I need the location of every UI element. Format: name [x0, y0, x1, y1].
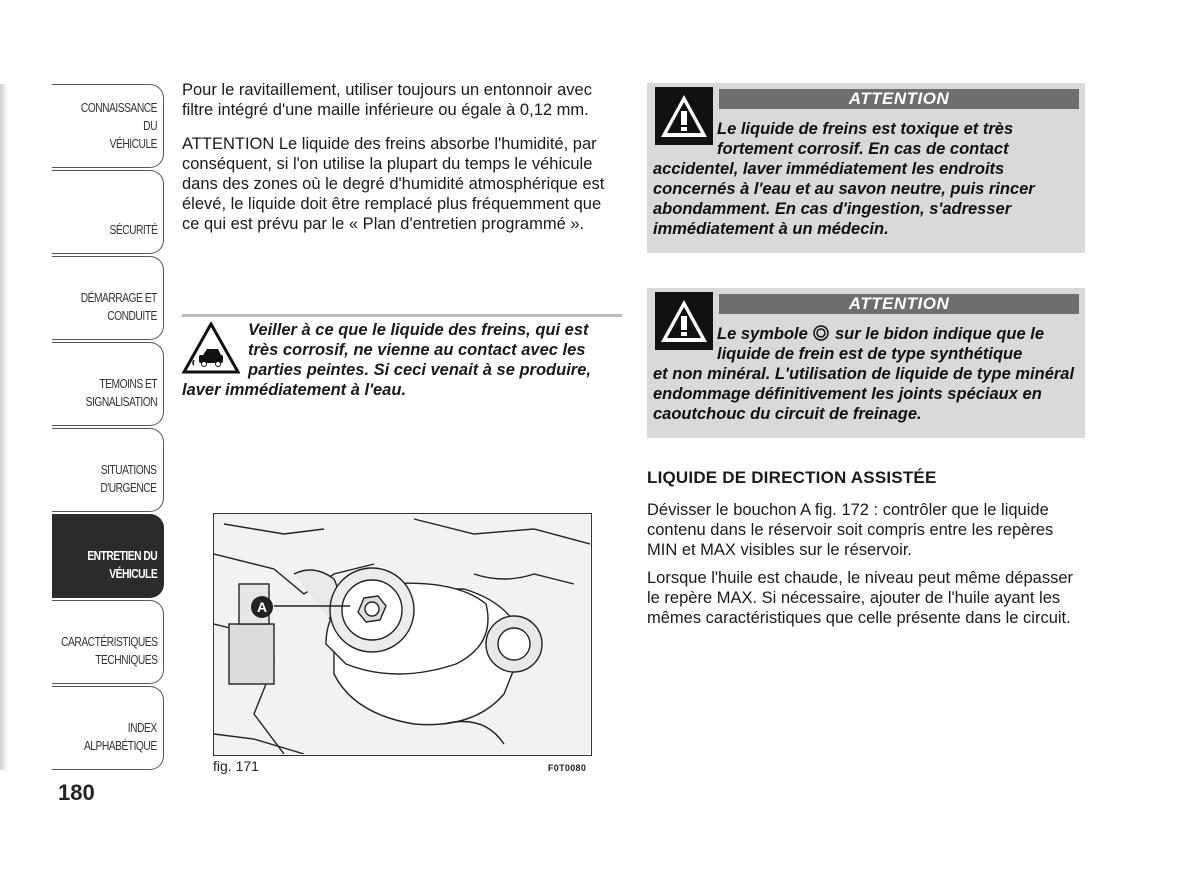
tab-temoins[interactable]	[52, 342, 164, 426]
paragraph-filter: Pour le ravitaillement, utiliser toujours un entonnoir avec filtre intégré d'une maille inférieure ou égale à 0,12 mm.	[182, 81, 592, 119]
tab-demarrage[interactable]	[52, 256, 164, 340]
attention-text-a2: sur le bidon indique que le liquide de frein est de type synthétique	[717, 325, 1044, 363]
attention-title: ATTENTION	[719, 294, 1079, 314]
tab-label: TEMOINS ET SIGNALISATION	[85, 377, 157, 409]
tab-label: CONNAISSANCE DU VÉHICULE	[80, 101, 157, 151]
right-column	[647, 500, 1087, 636]
tab-label: INDEX ALPHABÉTIQUE	[84, 721, 157, 753]
attention-text-a: Le liquide de freins est toxique et très fortement corrosif. En cas de contact	[717, 120, 1014, 158]
paragraph-humidity: ATTENTION Le liquide des freins absorbe l'humidité, par conséquent, si l'on utilise la plupart du temps le véhicule dans des zones où le degré d'humidité atmosphérique est élevé, le liquide doit être remplacé plus fréquemment que ce qui est prévu par le « Plan d'entretien programmé ».	[182, 135, 605, 233]
tab-label: SÉCURITÉ	[109, 223, 157, 237]
brake-reservoir-figure	[213, 513, 592, 756]
figure-caption: fig. 171	[213, 758, 259, 774]
page-number: 180	[58, 780, 95, 805]
paint-warning	[182, 320, 622, 400]
attention-box-toxic	[647, 83, 1085, 253]
tab-entretien[interactable]	[52, 514, 164, 598]
callout-a: A	[256, 599, 268, 615]
paragraph-check-level: Dévisser le bouchon A fig. 172 : contrôler que le liquide contenu dans le réservoir soit compris entre les repères MIN et MAX visibles sur le réservoir.	[647, 501, 1054, 559]
tab-label: DÉMARRAGE ET CONDUITE	[80, 291, 157, 323]
tab-label: CARACTÉRISTIQUES TECHNIQUES	[60, 635, 157, 667]
warning-triangle-icon	[655, 87, 713, 145]
sidebar-shadow	[0, 84, 8, 770]
tab-label: ENTRETIEN DU VÉHICULE	[87, 549, 157, 581]
section-rule	[182, 314, 622, 317]
tab-caracteristiques[interactable]	[52, 600, 164, 684]
attention-text	[653, 87, 1079, 239]
section-heading: LIQUIDE DE DIRECTION ASSISTÉE	[647, 468, 937, 487]
figure-code: F0T0080	[548, 763, 587, 773]
tab-connaissance[interactable]	[52, 84, 164, 168]
paint-warning-text: Veiller à ce que le liquide des freins, qui est très corrosif, ne vienne au contact avec les parties peintes. Si ceci venait à se produire, laver immédiatement à l'eau.	[182, 321, 591, 399]
tab-label: SITUATIONS D'URGENCE	[100, 463, 157, 495]
attention-box-synthetic	[647, 288, 1085, 438]
left-column	[182, 80, 622, 248]
attention-text-a	[653, 324, 1079, 364]
attention-text-b: et non minéral. L'utilisation de liquide de type minéral endommage définitivement les joints spéciaux en caoutchouc du circuit de freinage.	[653, 365, 1075, 423]
attention-text-a1: Le symbole	[717, 325, 808, 343]
tab-index[interactable]	[52, 686, 164, 770]
tab-situations[interactable]	[52, 428, 164, 512]
warning-triangle-icon	[655, 292, 713, 350]
car-warning-icon	[182, 322, 240, 374]
tab-securite[interactable]	[52, 170, 164, 254]
synthetic-fluid-symbol-icon	[812, 325, 830, 341]
attention-text-b: accidentel, laver immédiatement les endroits concernés à l'eau et au savon neutre, puis rincer abondamment. En cas d'ingestion, s'adresser immédiatement à un médecin.	[653, 160, 1035, 238]
attention-title: ATTENTION	[719, 89, 1079, 109]
paragraph-hot-oil: Lorsque l'huile est chaude, le niveau peut même dépasser le repère MAX. Si nécessaire, ajouter de l'huile ayant les mêmes caractéristiques que celle présente dans le circuit.	[647, 569, 1074, 627]
